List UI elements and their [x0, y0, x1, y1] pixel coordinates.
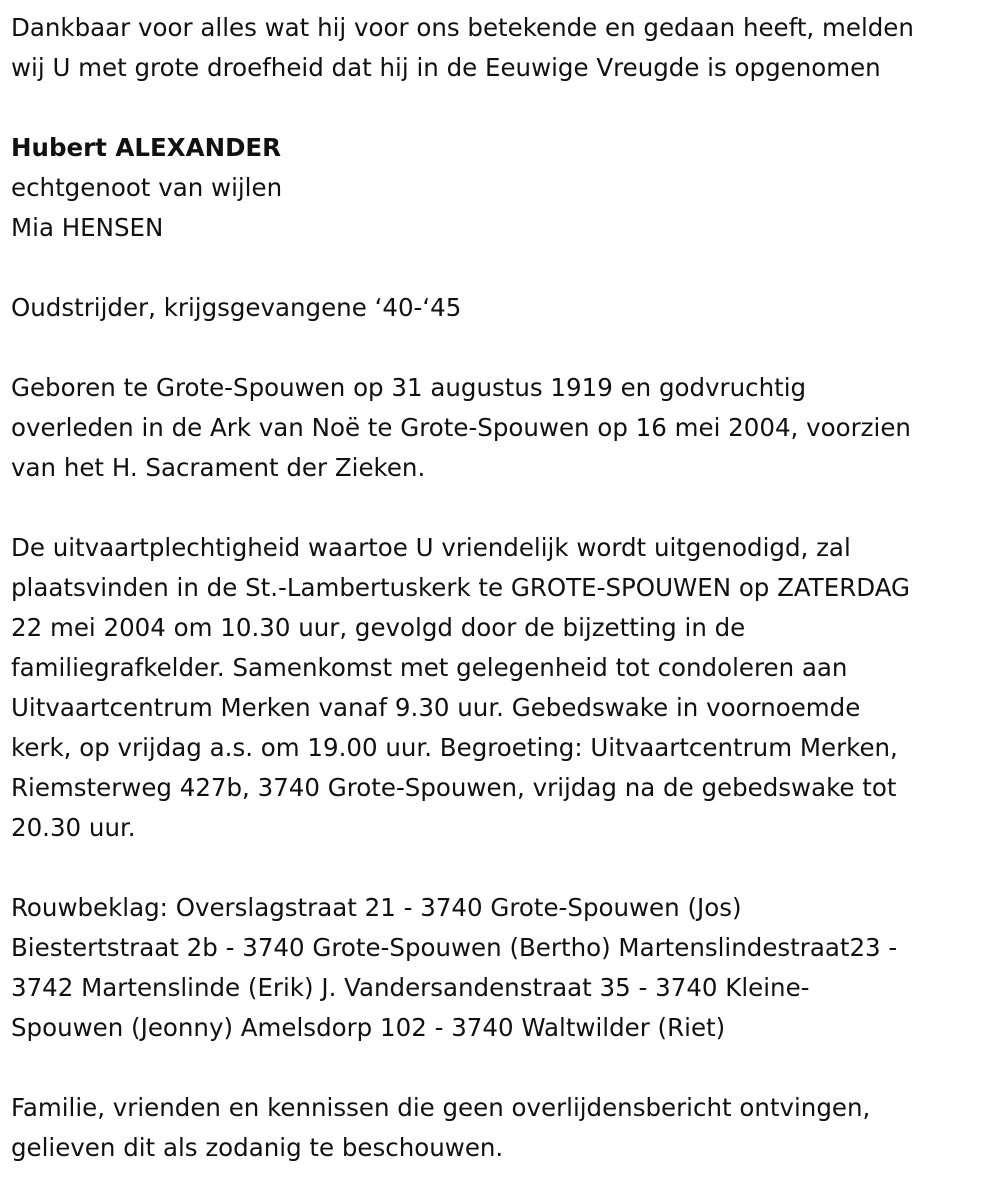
funeral-paragraph — [11, 528, 996, 848]
birth-death-paragraph — [11, 368, 996, 488]
text-line: Familie, vrienden en kennissen die geen overlijdensbericht ontvingen, — [11, 1093, 871, 1122]
text-line: Geboren te Grote-Spouwen op 31 augustus 1919 en godvruchtig — [11, 373, 807, 402]
deceased-name: Hubert ALEXANDER — [11, 133, 282, 162]
text-line: gelieven dit als zodanig te beschouwen. — [11, 1133, 504, 1162]
text-line: Dankbaar voor alles wat hij voor ons betekende en gedaan heeft, melden — [11, 13, 914, 42]
text-line: Rouwbeklag: Overslagstraat 21 - 3740 Grote-Spouwen (Jos) — [11, 893, 742, 922]
text-line: 20.30 uur. — [11, 813, 136, 842]
obituary-notice — [11, 8, 996, 1168]
text-line: kerk, op vrijdag a.s. om 19.00 uur. Begroeting: Uitvaartcentrum Merken, — [11, 733, 898, 762]
text-line: De uitvaartplechtigheid waartoe U vriendelijk wordt uitgenodigd, zal — [11, 533, 851, 562]
text-line: 3742 Martenslinde (Erik) J. Vandersandenstraat 35 - 3740 Kleine- — [11, 973, 810, 1002]
veteran-title: Oudstrijder, krijgsgevangene ‘40-‘45 — [11, 293, 462, 322]
text-line: Riemsterweg 427b, 3740 Grote-Spouwen, vrijdag na de gebedswake tot — [11, 773, 897, 802]
text-line: wij U met grote droefheid dat hij in de Eeuwige Vreugde is opgenomen — [11, 53, 881, 82]
mourning-addresses-paragraph — [11, 888, 996, 1048]
closing-paragraph — [11, 1088, 996, 1168]
text-line: Uitvaartcentrum Merken vanaf 9.30 uur. Gebedswake in voornoemde — [11, 693, 861, 722]
intro-paragraph — [11, 8, 996, 88]
text-line: familiegrafkelder. Samenkomst met gelegenheid tot condoleren aan — [11, 653, 848, 682]
text-line: 22 mei 2004 om 10.30 uur, gevolgd door de bijzetting in de — [11, 613, 746, 642]
spouse-name: Mia HENSEN — [11, 213, 164, 242]
text-line: plaatsvinden in de St.-Lambertuskerk te GROTE-SPOUWEN op ZATERDAG — [11, 573, 911, 602]
text-line: Biestertstraat 2b - 3740 Grote-Spouwen (Bertho) Martenslindestraat23 - — [11, 933, 898, 962]
text-line: overleden in de Ark van Noë te Grote-Spouwen op 16 mei 2004, voorzien — [11, 413, 911, 442]
text-line: van het H. Sacrament der Zieken. — [11, 453, 426, 482]
text-line: Spouwen (Jeonny) Amelsdorp 102 - 3740 Waltwilder (Riet) — [11, 1013, 726, 1042]
relation-text: echtgenoot van wijlen — [11, 173, 283, 202]
